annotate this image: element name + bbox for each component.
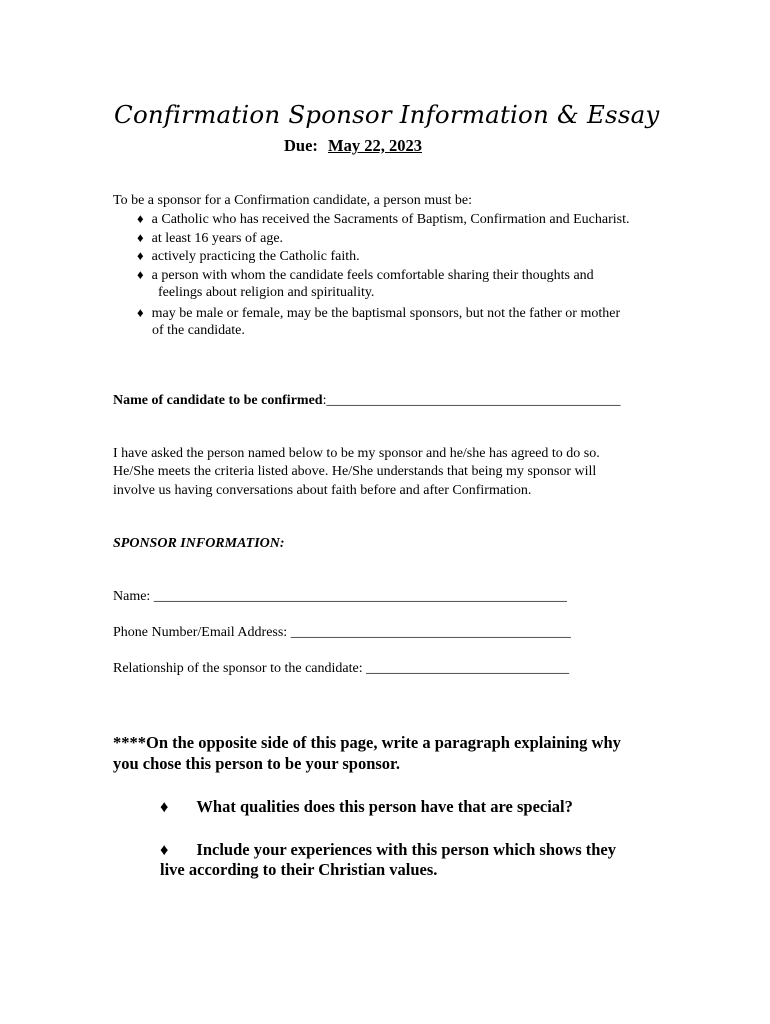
diamond-bullet-icon: ♦ [137, 248, 144, 263]
requirements-intro: To be a sponsor for a Confirmation candidate, a person must be: [113, 193, 473, 208]
statement-line: involve us having conversations about faith before and after Confirmation. [113, 483, 532, 498]
sponsor-contact-field[interactable] [113, 625, 571, 641]
essay-instruction-line: you chose this person to be your sponsor. [113, 754, 400, 773]
requirement-item [137, 266, 594, 286]
diamond-bullet-icon: ♦ [137, 267, 144, 282]
requirement-item [137, 304, 620, 324]
requirement-text-continued: feelings about religion and spirituality. [158, 285, 375, 300]
due-label: Due: [284, 136, 318, 155]
sponsor-relationship-label: Relationship of the sponsor to the candidate: [113, 661, 367, 676]
requirement-text: may be male or female, may be the baptismal sponsors, but not the father or mother [151, 306, 621, 321]
diamond-bullet-icon: ♦ [137, 211, 144, 226]
statement-line: He/She meets the criteria listed above. He/She understands that being my sponsor will [113, 464, 597, 479]
due-date-line [284, 136, 422, 156]
diamond-bullet-icon: ♦ [137, 230, 144, 245]
essay-question-continued: live according to their Christian values. [160, 860, 438, 879]
sponsor-relationship-blank[interactable]: _____________________________ [366, 661, 570, 676]
requirement-text: actively practicing the Catholic faith. [151, 249, 360, 264]
sponsor-contact-blank[interactable]: ________________________________________ [290, 625, 571, 640]
diamond-bullet-icon: ♦ [160, 840, 169, 859]
statement-line: I have asked the person named below to be my sponsor and he/she has agreed to do so. [113, 446, 600, 461]
candidate-name-label: Name of candidate to be confirmed [113, 393, 323, 408]
requirement-item [137, 229, 283, 249]
sponsor-contact-label: Phone Number/Email Address: [113, 625, 291, 640]
requirement-text: at least 16 years of age. [151, 231, 284, 246]
essay-question-text: Include your experiences with this person which shows they [196, 840, 616, 859]
page-title: Confirmation Sponsor Information & Essay [114, 100, 660, 129]
diamond-bullet-icon: ♦ [160, 797, 169, 816]
essay-question [160, 840, 616, 860]
requirement-item [137, 210, 629, 230]
diamond-bullet-icon: ♦ [137, 305, 144, 320]
requirement-item [137, 247, 360, 267]
sponsor-info-heading: SPONSOR INFORMATION: [113, 536, 285, 551]
requirement-text: a Catholic who has received the Sacraments of Baptism, Confirmation and Eucharist. [151, 212, 630, 227]
candidate-name-blank[interactable]: :__________________________________________ [322, 393, 621, 408]
candidate-name-field[interactable] [113, 393, 620, 409]
essay-question [160, 797, 573, 817]
sponsor-relationship-field[interactable] [113, 661, 569, 677]
requirement-text-continued: of the candidate. [152, 323, 245, 338]
due-date: May 22, 2023 [328, 136, 422, 155]
sponsor-name-field[interactable] [113, 589, 567, 605]
sponsor-name-label: Name: [113, 589, 154, 604]
essay-instruction-line: ****On the opposite side of this page, write a paragraph explaining why [113, 733, 621, 752]
requirement-text: a person with whom the candidate feels comfortable sharing their thoughts and [151, 268, 594, 283]
sponsor-name-blank[interactable]: ___________________________________________________________ [153, 589, 567, 604]
essay-question-text: What qualities does this person have that are special? [196, 797, 573, 816]
